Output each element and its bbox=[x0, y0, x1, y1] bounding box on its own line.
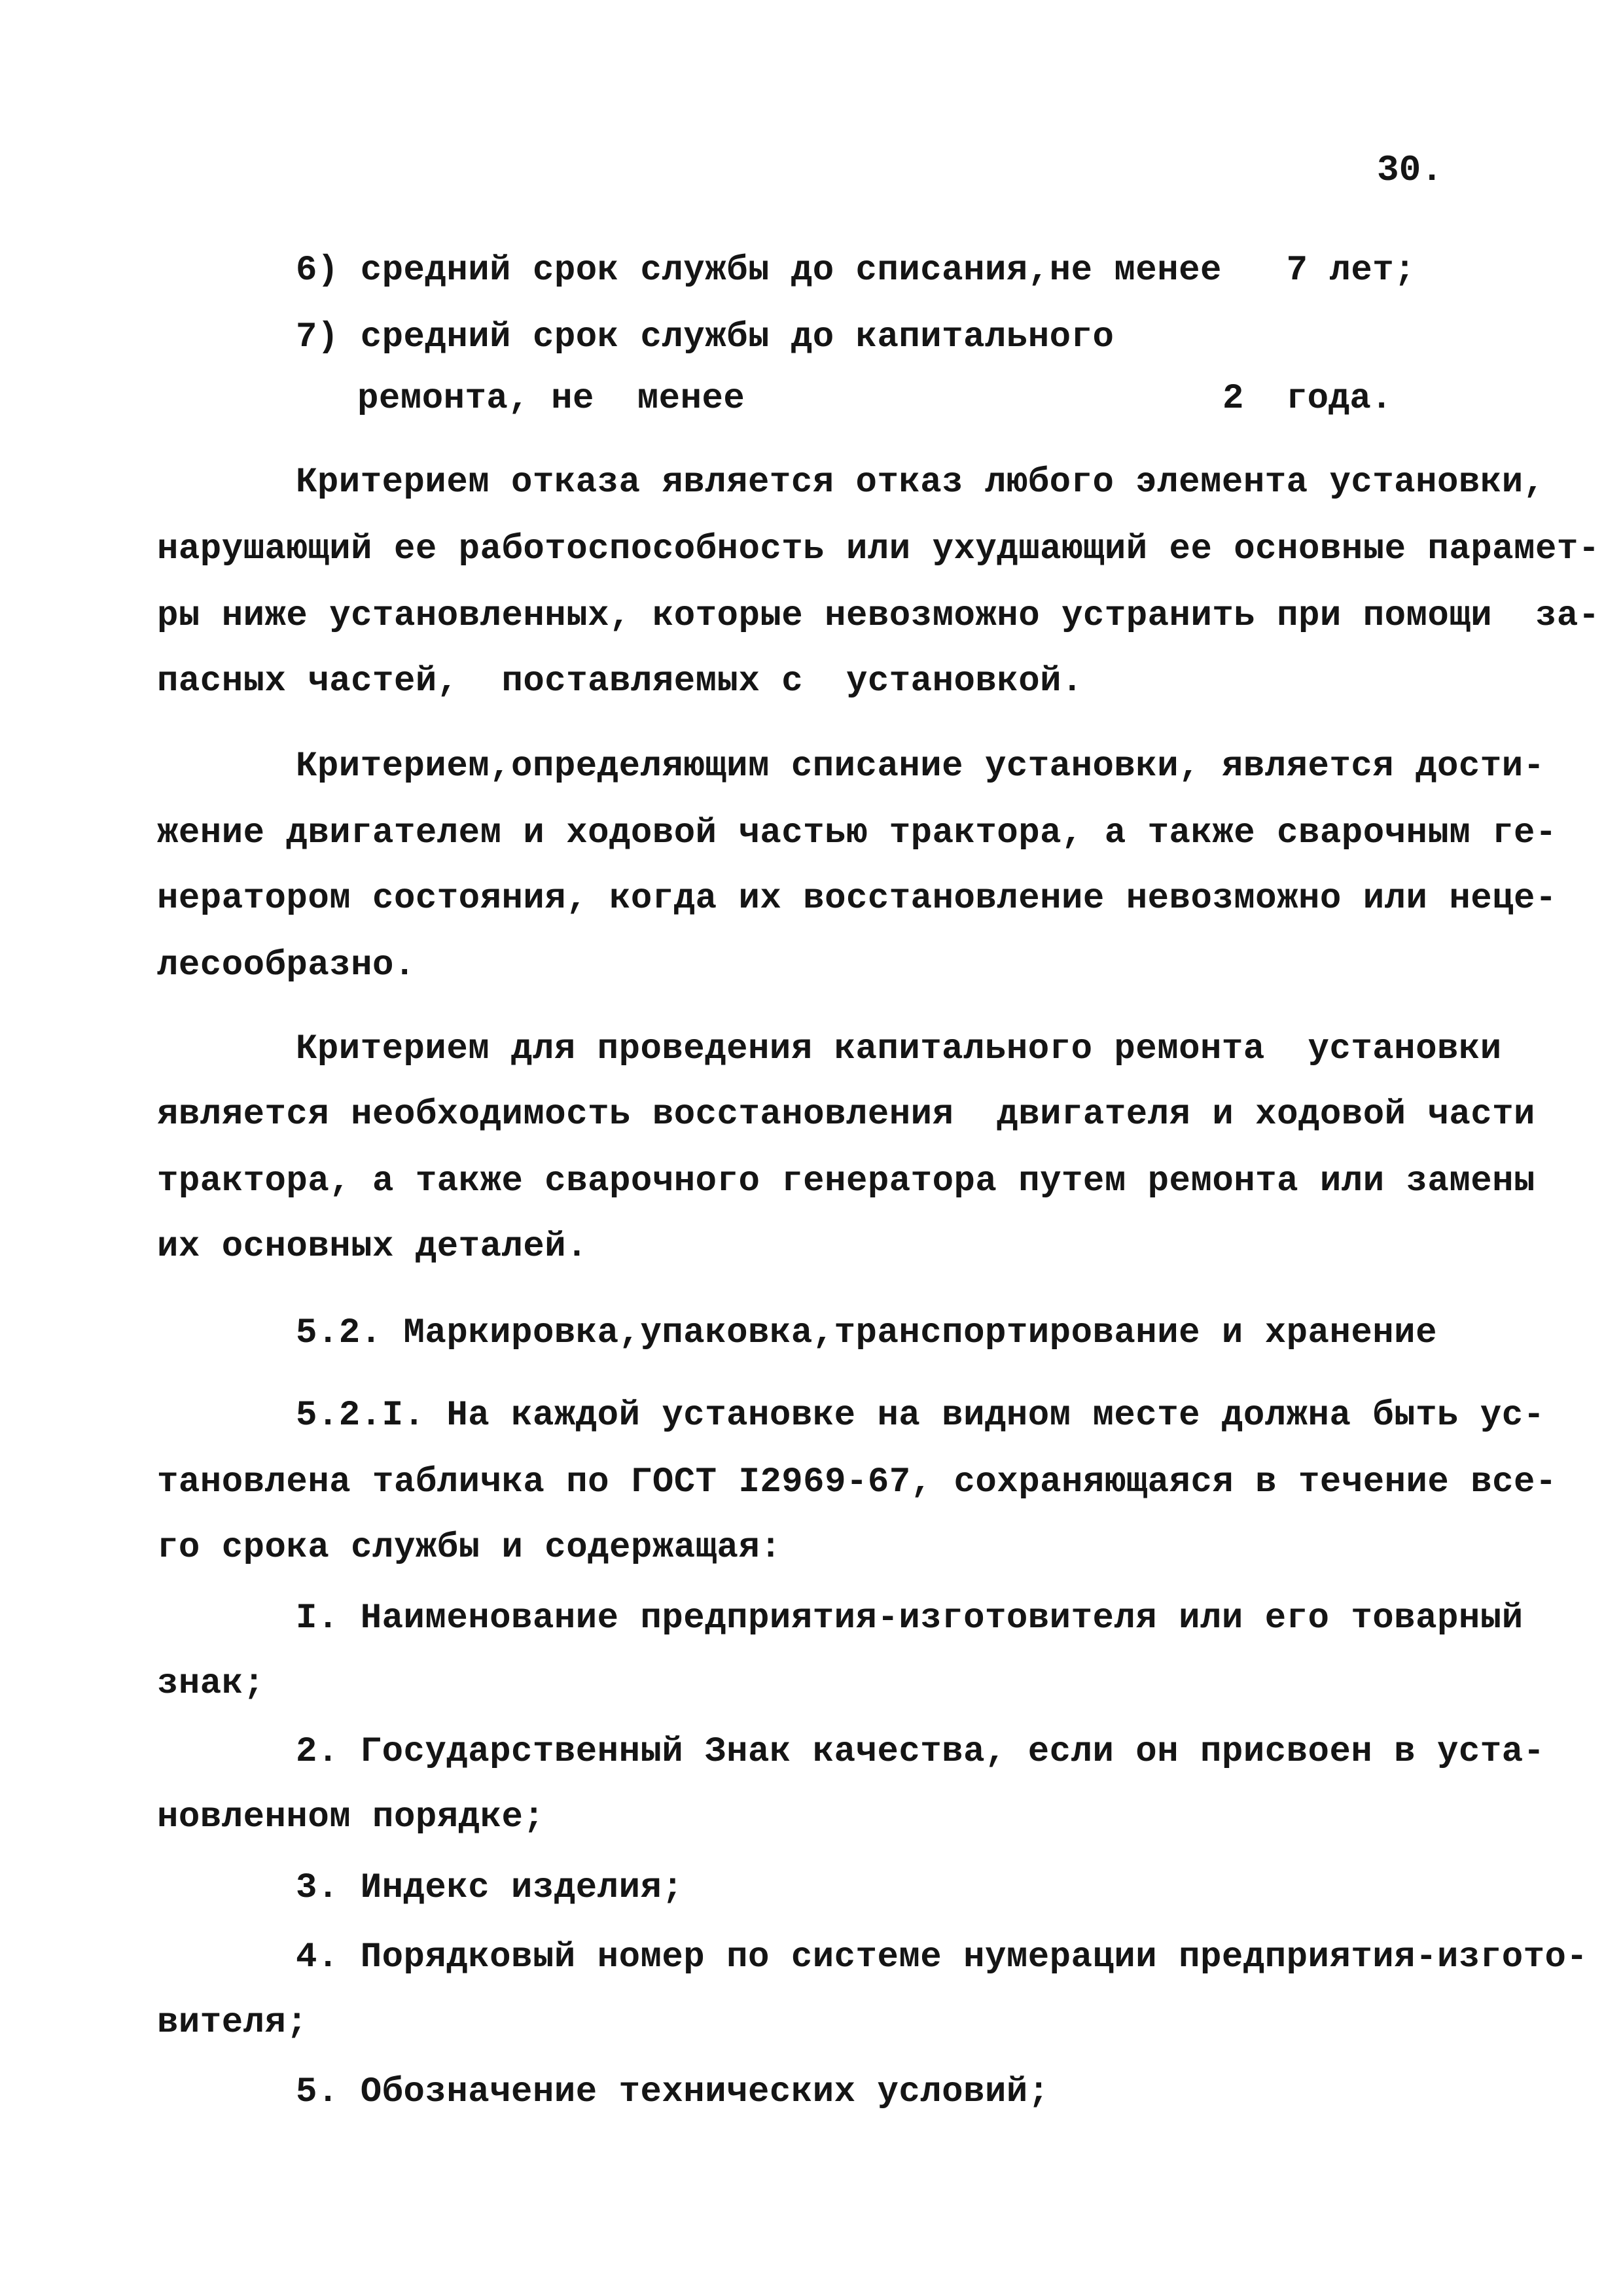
list-item-overhaul-value: 2 года. bbox=[1222, 379, 1393, 419]
list-item: 4. Порядковый номер по системе нумерации предприятия-изгото- bbox=[296, 1937, 1588, 1977]
list-item-overhaul-label: ремонта, не менее bbox=[357, 379, 745, 419]
paragraph-line: нарушающий ее работоспособность или ухудшающий ее основные парамет- bbox=[157, 529, 1600, 569]
paragraph-line: тановлена табличка по ГОСТ I2969-67, сохраняющаяся в течение все- bbox=[157, 1462, 1557, 1502]
list-item: I. Наименование предприятия-изготовителя или его товарный bbox=[296, 1598, 1524, 1638]
section-heading: 5.2. Маркировка,упаковка,транспортирование и хранение bbox=[296, 1313, 1437, 1353]
paragraph-line: Критерием отказа является отказ любого элемента установки, bbox=[296, 463, 1545, 503]
paragraph-line: их основных деталей. bbox=[157, 1227, 588, 1267]
list-item-service-life: 6) средний срок службы до списания,не менее 7 лет; bbox=[296, 251, 1416, 291]
list-item: 5. Обозначение технических условий; bbox=[296, 2072, 1050, 2112]
list-item-overhaul-life: 7) средний срок службы до капитального bbox=[296, 317, 1115, 357]
list-item: вителя; bbox=[157, 2003, 308, 2043]
list-item: знак; bbox=[157, 1664, 265, 1704]
list-item: новленном порядке; bbox=[157, 1797, 545, 1837]
paragraph-line: трактора, а также сварочного генератора путем ремонта или замены bbox=[157, 1161, 1535, 1201]
paragraph-line: пасных частей, поставляемых с установкой. bbox=[157, 662, 1083, 701]
paragraph-line: нератором состояния, когда их восстановление невозможно или неце- bbox=[157, 879, 1557, 919]
list-item: 3. Индекс изделия; bbox=[296, 1868, 684, 1908]
paragraph-line: является необходимость восстановления двигателя и ходовой части bbox=[157, 1095, 1535, 1135]
paragraph-line: го срока службы и содержащая: bbox=[157, 1528, 782, 1568]
paragraph-line: Критерием для проведения капитального ремонта установки bbox=[296, 1029, 1502, 1069]
paragraph-line: жение двигателем и ходовой частью трактора, а также сварочным ге- bbox=[157, 813, 1557, 853]
page-number: 30. bbox=[1377, 149, 1443, 191]
paragraph-line: 5.2.I. На каждой установке на видном месте должна быть ус- bbox=[296, 1396, 1545, 1436]
list-item: 2. Государственный Знак качества, если он присвоен в уста- bbox=[296, 1732, 1545, 1772]
paragraph-line: ры ниже установленных, которые невозможно устранить при помощи за- bbox=[157, 596, 1600, 636]
paragraph-line: лесообразно. bbox=[157, 945, 416, 985]
paragraph-line: Критерием,определяющим списание установки, является дости- bbox=[296, 747, 1545, 786]
